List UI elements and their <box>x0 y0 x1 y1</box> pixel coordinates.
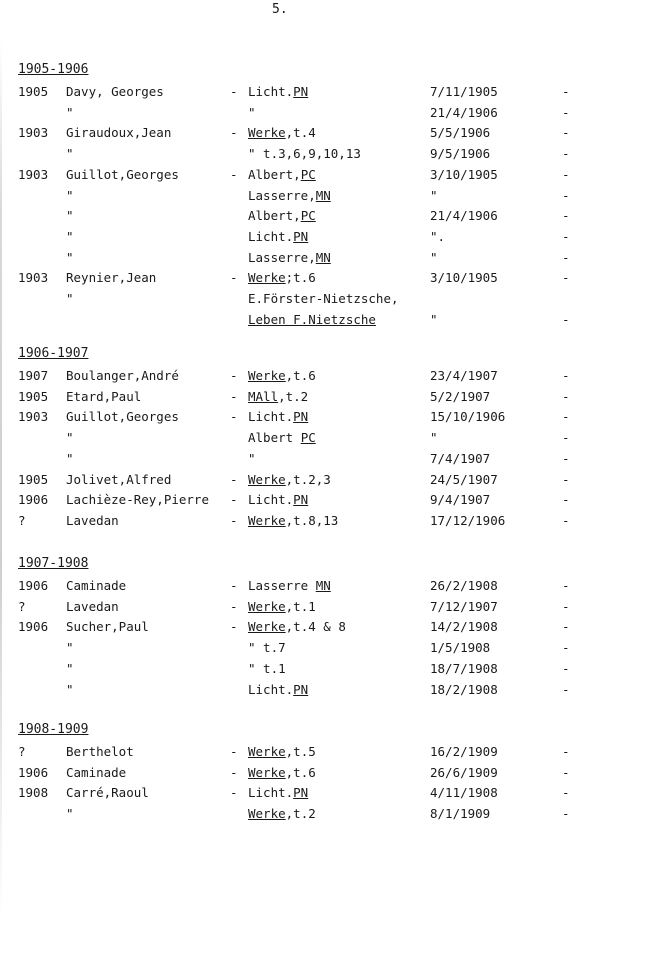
register-row <box>0 430 665 450</box>
name-cell: " <box>66 187 74 203</box>
section-heading: 1905-1906 <box>18 62 89 77</box>
mark-cell: - <box>562 311 570 327</box>
mark-cell: - <box>562 146 570 162</box>
register-row <box>0 188 665 208</box>
work-underlined: PN <box>293 409 309 425</box>
mark-cell: - <box>562 640 570 656</box>
register-row <box>0 125 665 145</box>
name-cell: Lavedan <box>66 512 119 528</box>
work-suffix: ;t.6 <box>285 270 316 286</box>
work-suffix: ,t.5 <box>285 744 316 759</box>
work-underlined: PN <box>293 84 309 99</box>
date-cell: 3/10/1905 <box>430 166 498 182</box>
name-cell: Lavedan <box>66 598 119 614</box>
work-suffix: ,t.2 <box>278 388 309 404</box>
work-underlined: Werke <box>248 512 286 528</box>
work-cell <box>248 146 361 161</box>
mark-cell: - <box>562 744 570 759</box>
work-cell <box>248 188 331 203</box>
year-cell: 1906 <box>18 578 49 593</box>
work-cell <box>248 270 316 285</box>
work-cell <box>248 492 308 507</box>
work-prefix: " t.7 <box>248 640 286 656</box>
mark-cell: - <box>562 492 570 508</box>
dash-cell: - <box>230 512 238 528</box>
name-cell: " <box>66 249 74 265</box>
mark-cell: - <box>562 430 570 446</box>
register-row <box>0 640 665 660</box>
work-underlined: Werke <box>248 764 286 780</box>
work-prefix: Lasserre, <box>248 187 316 203</box>
work-cell <box>248 389 308 404</box>
register-row <box>0 84 665 104</box>
year-cell: 1906 <box>18 619 49 635</box>
name-cell: " <box>66 660 74 676</box>
work-prefix: Licht. <box>248 785 294 801</box>
register-row <box>0 250 665 270</box>
register-row <box>0 229 665 249</box>
register-row <box>0 765 665 785</box>
work-prefix: Licht. <box>248 409 294 425</box>
work-cell <box>248 125 316 140</box>
year-cell: 1903 <box>18 166 49 182</box>
name-cell: " <box>66 681 74 697</box>
register-row <box>0 806 665 826</box>
name-cell: " <box>66 291 74 306</box>
register-row <box>0 105 665 125</box>
name-cell: Guillot,Georges <box>66 409 179 425</box>
name-cell: " <box>66 104 74 120</box>
date-cell: 7/11/1905 <box>430 84 498 99</box>
work-underlined: MAll <box>248 388 279 404</box>
mark-cell: - <box>562 806 570 822</box>
date-cell: 8/1/1909 <box>430 806 491 822</box>
work-cell <box>248 409 308 424</box>
year-cell: 1903 <box>18 125 49 141</box>
section-1906-1907 <box>0 346 665 538</box>
year-cell: ? <box>18 744 26 759</box>
mark-cell: - <box>562 409 570 425</box>
work-cell <box>248 167 316 182</box>
name-cell: Giraudoux,Jean <box>66 125 172 141</box>
work-suffix: ,t.6 <box>285 764 316 780</box>
dash-cell: - <box>230 409 238 425</box>
name-cell: " <box>66 228 74 244</box>
work-underlined: Werke <box>248 368 286 383</box>
dash-cell: - <box>230 598 238 614</box>
register-row <box>0 492 665 512</box>
dash-cell: - <box>230 84 238 99</box>
name-cell: " <box>66 806 74 822</box>
dash-cell: - <box>230 388 238 404</box>
mark-cell: - <box>562 166 570 182</box>
work-underlined: Leben F.Nietzsche <box>248 311 376 327</box>
year-cell: 1906 <box>18 764 49 780</box>
name-cell: Carré,Raoul <box>66 785 149 801</box>
date-cell: 16/2/1909 <box>430 744 498 759</box>
section-1907-1908 <box>0 556 665 706</box>
date-cell: 14/2/1908 <box>430 619 498 635</box>
section-1905-1906 <box>0 62 665 336</box>
work-underlined: Werke <box>248 471 286 487</box>
work-cell <box>248 513 338 528</box>
register-row <box>0 451 665 471</box>
mark-cell: - <box>562 388 570 404</box>
date-cell: 4/11/1908 <box>430 785 498 801</box>
year-cell: 1906 <box>18 492 49 508</box>
year-cell: ? <box>18 598 26 614</box>
work-suffix: ,t.2,3 <box>285 471 331 487</box>
work-cell <box>248 312 376 327</box>
work-cell <box>248 105 256 120</box>
register-row <box>0 208 665 228</box>
work-underlined: MN <box>315 187 331 203</box>
dash-cell: - <box>230 764 238 780</box>
date-cell: 5/5/1906 <box>430 125 491 141</box>
mark-cell: - <box>562 249 570 265</box>
name-cell: Boulanger,André <box>66 368 179 383</box>
work-prefix: Licht. <box>248 84 294 99</box>
section-1908-1909 <box>0 722 665 831</box>
work-underlined: Werke <box>248 125 286 141</box>
date-cell: 26/6/1909 <box>430 764 498 780</box>
date-cell: 21/4/1906 <box>430 208 498 224</box>
dash-cell: - <box>230 744 238 759</box>
date-cell: " <box>430 249 438 265</box>
work-cell <box>248 640 286 655</box>
work-cell <box>248 744 316 759</box>
work-underlined: PC <box>300 166 316 182</box>
date-cell: 15/10/1906 <box>430 409 506 425</box>
work-prefix: Lasserre <box>248 578 316 593</box>
name-cell: Caminade <box>66 578 127 593</box>
name-cell: " <box>66 450 74 466</box>
work-prefix: " <box>248 104 256 120</box>
work-cell <box>248 619 346 634</box>
work-suffix: ,t.6 <box>285 368 316 383</box>
work-underlined: Werke <box>248 744 286 759</box>
work-underlined: PC <box>300 430 316 446</box>
work-prefix: " t.1 <box>248 660 286 676</box>
dash-cell: - <box>230 578 238 593</box>
work-prefix: Licht. <box>248 492 294 508</box>
work-cell <box>248 682 308 697</box>
mark-cell: - <box>562 578 570 593</box>
section-heading: 1907-1908 <box>18 556 89 571</box>
date-cell: 5/2/1907 <box>430 388 491 404</box>
work-underlined: PN <box>293 492 309 508</box>
work-suffix: ,t.8,13 <box>285 512 339 528</box>
work-cell <box>248 578 331 593</box>
work-prefix: " t.3,6,9,10,13 <box>248 146 361 162</box>
year-cell: 1905 <box>18 388 49 404</box>
work-cell <box>248 208 316 223</box>
name-cell: Reynier,Jean <box>66 270 157 286</box>
work-underlined: Werke <box>248 619 286 635</box>
dash-cell: - <box>230 619 238 635</box>
work-cell <box>248 250 331 265</box>
register-row <box>0 513 665 533</box>
date-cell: " <box>430 430 438 446</box>
work-underlined: PC <box>300 208 316 224</box>
name-cell: Lachièze-Rey,Pierre <box>66 492 209 508</box>
dash-cell: - <box>230 785 238 801</box>
register-row <box>0 368 665 388</box>
mark-cell: - <box>562 512 570 528</box>
mark-cell: - <box>562 450 570 466</box>
mark-cell: - <box>562 208 570 224</box>
work-cell <box>248 765 316 780</box>
work-prefix: Licht. <box>248 681 294 697</box>
work-cell <box>248 368 316 383</box>
date-cell: " <box>430 187 438 203</box>
work-underlined: Werke <box>248 270 286 286</box>
register-row <box>0 270 665 290</box>
name-cell: Etard,Paul <box>66 388 142 404</box>
work-cell <box>248 451 256 466</box>
year-cell: 1903 <box>18 409 49 425</box>
mark-cell: - <box>562 125 570 141</box>
date-cell: 7/4/1907 <box>430 450 491 466</box>
register-row <box>0 312 665 332</box>
work-prefix: " <box>248 450 256 466</box>
date-cell: 17/12/1906 <box>430 512 506 528</box>
dash-cell: - <box>230 166 238 182</box>
work-prefix: Licht. <box>248 228 294 244</box>
work-cell <box>248 229 308 244</box>
mark-cell: - <box>562 764 570 780</box>
year-cell: 1905 <box>18 471 49 487</box>
dash-cell: - <box>230 492 238 508</box>
name-cell: Davy, Georges <box>66 84 164 99</box>
work-suffix: ,t.1 <box>285 598 316 614</box>
year-cell: 1908 <box>18 785 49 801</box>
dash-cell: - <box>230 270 238 286</box>
work-suffix: ,t.4 <box>285 125 316 141</box>
name-cell: " <box>66 146 74 162</box>
work-cell <box>248 291 399 306</box>
section-heading: 1906-1907 <box>18 346 89 361</box>
year-cell: ? <box>18 512 26 528</box>
register-row <box>0 389 665 409</box>
dash-cell: - <box>230 368 238 383</box>
register-row <box>0 146 665 166</box>
date-cell: 9/5/1906 <box>430 146 491 162</box>
work-cell <box>248 472 331 487</box>
mark-cell: - <box>562 660 570 676</box>
register-row <box>0 291 665 311</box>
work-prefix: E.Förster-Nietzsche, <box>248 291 399 306</box>
date-cell: 18/7/1908 <box>430 660 498 676</box>
name-cell: Berthelot <box>66 744 134 759</box>
register-row <box>0 472 665 492</box>
date-cell: 3/10/1905 <box>430 270 498 286</box>
work-underlined: PN <box>293 785 309 801</box>
date-cell: " <box>430 311 438 327</box>
register-row <box>0 785 665 805</box>
work-underlined: PN <box>293 228 309 244</box>
date-cell: 26/2/1908 <box>430 578 498 593</box>
register-row <box>0 682 665 702</box>
mark-cell: - <box>562 471 570 487</box>
year-cell: 1905 <box>18 84 49 99</box>
name-cell: Caminade <box>66 764 127 780</box>
work-underlined: Werke <box>248 806 286 822</box>
year-cell: 1907 <box>18 368 49 383</box>
mark-cell: - <box>562 619 570 635</box>
name-cell: " <box>66 430 74 446</box>
name-cell: Sucher,Paul <box>66 619 149 635</box>
date-cell: 18/2/1908 <box>430 681 498 697</box>
work-prefix: Albert, <box>248 208 301 224</box>
work-underlined: MN <box>315 578 331 593</box>
date-cell: 24/5/1907 <box>430 471 498 487</box>
mark-cell: - <box>562 598 570 614</box>
mark-cell: - <box>562 84 570 99</box>
mark-cell: - <box>562 187 570 203</box>
register-row <box>0 578 665 598</box>
register-row <box>0 744 665 764</box>
register-row <box>0 167 665 187</box>
work-suffix: ,t.2 <box>285 806 316 822</box>
mark-cell: - <box>562 104 570 120</box>
date-cell: 23/4/1907 <box>430 368 498 383</box>
work-cell <box>248 599 316 614</box>
date-cell: 9/4/1907 <box>430 492 491 508</box>
work-underlined: Werke <box>248 598 286 614</box>
register-row <box>0 409 665 429</box>
name-cell: Guillot,Georges <box>66 166 179 182</box>
work-suffix: ,t.4 & 8 <box>285 619 346 635</box>
work-underlined: MN <box>315 249 331 265</box>
work-cell <box>248 430 316 445</box>
mark-cell: - <box>562 681 570 697</box>
mark-cell: - <box>562 270 570 286</box>
work-cell <box>248 661 286 676</box>
date-cell: ". <box>430 228 446 244</box>
section-heading: 1908-1909 <box>18 722 89 737</box>
mark-cell: - <box>562 228 570 244</box>
work-prefix: Lasserre, <box>248 249 316 265</box>
page-number: 5. <box>272 2 288 17</box>
date-cell: 1/5/1908 <box>430 640 491 656</box>
register-row <box>0 599 665 619</box>
register-row <box>0 619 665 639</box>
work-prefix: Albert, <box>248 166 301 182</box>
work-underlined: PN <box>293 681 309 697</box>
year-cell: 1903 <box>18 270 49 286</box>
work-prefix: Albert <box>248 430 301 446</box>
name-cell: Jolivet,Alfred <box>66 471 172 487</box>
date-cell: 7/12/1907 <box>430 598 498 614</box>
work-cell <box>248 84 308 99</box>
work-cell <box>248 806 316 821</box>
date-cell: 21/4/1906 <box>430 104 498 120</box>
register-row <box>0 661 665 681</box>
name-cell: " <box>66 208 74 224</box>
dash-cell: - <box>230 471 238 487</box>
dash-cell: - <box>230 125 238 141</box>
mark-cell: - <box>562 368 570 383</box>
mark-cell: - <box>562 785 570 801</box>
work-cell <box>248 785 308 800</box>
name-cell: " <box>66 640 74 656</box>
